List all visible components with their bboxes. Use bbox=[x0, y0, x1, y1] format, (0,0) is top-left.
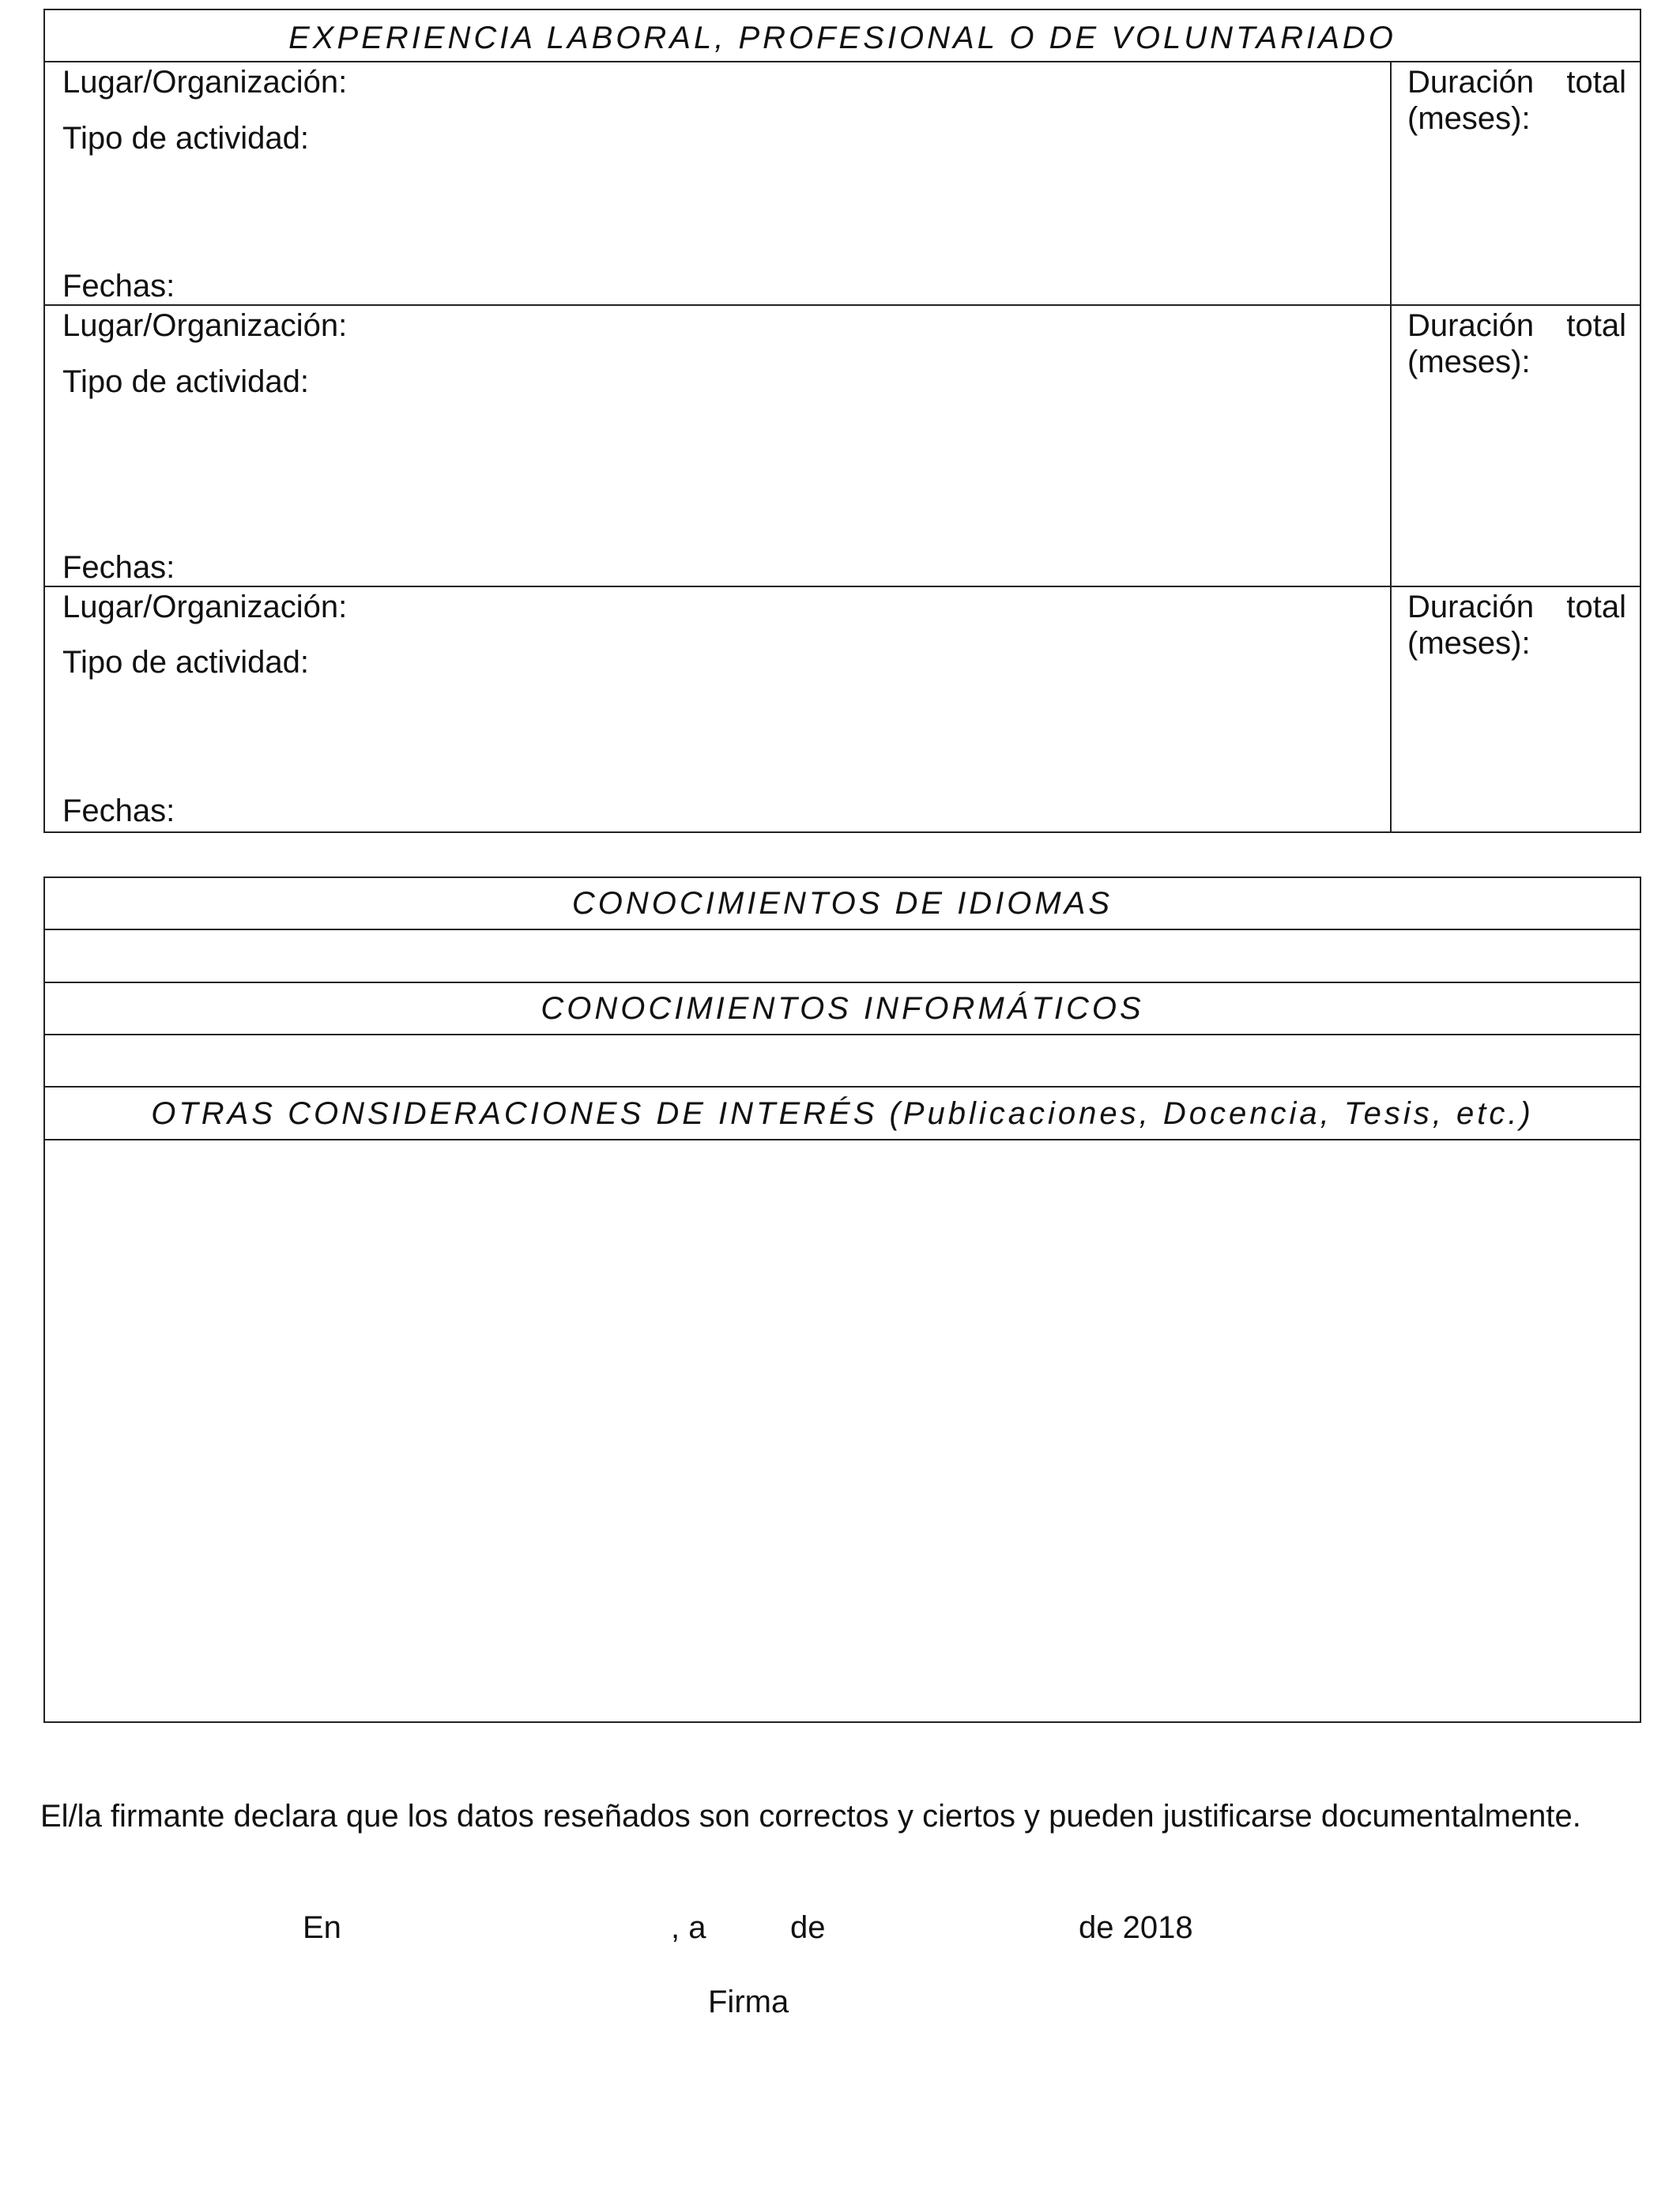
skills-divider bbox=[43, 1139, 1641, 1140]
activity-label: Tipo de actividad: bbox=[62, 645, 310, 680]
skills-divider bbox=[43, 1034, 1641, 1035]
duration-word: total bbox=[1566, 65, 1626, 100]
duration-word: total bbox=[1566, 590, 1626, 624]
duration-word: total bbox=[1566, 308, 1626, 343]
experience-header-divider bbox=[43, 61, 1641, 62]
day-prefix: , a bbox=[671, 1910, 706, 1945]
duration-word: Duración bbox=[1407, 590, 1535, 624]
duration-units: (meses): bbox=[1407, 101, 1531, 136]
activity-label: Tipo de actividad: bbox=[62, 364, 310, 399]
duration-units: (meses): bbox=[1407, 345, 1531, 379]
skills-divider bbox=[43, 982, 1641, 983]
place-label: Lugar/Organización: bbox=[62, 308, 348, 343]
duration-label bbox=[1407, 589, 1626, 662]
duration-units: (meses): bbox=[1407, 626, 1531, 661]
skills-divider bbox=[43, 929, 1641, 930]
place-label: Lugar/Organización: bbox=[62, 65, 348, 100]
year-text: de 2018 bbox=[1079, 1910, 1193, 1945]
declaration-text: El/la firmante declara que los datos reseñados son correctos y ciertos y pueden justificarse documentalmente. bbox=[40, 1799, 1581, 1834]
month-prefix: de bbox=[790, 1910, 826, 1945]
duration-label bbox=[1407, 64, 1626, 137]
experience-header: EXPERIENCIA LABORAL, PROFESIONAL O DE VOLUNTARIADO bbox=[288, 21, 1396, 55]
dates-label: Fechas: bbox=[62, 794, 175, 828]
other-considerations-header: OTRAS CONSIDERACIONES DE INTERÉS (Publicaciones, Docencia, Tesis, etc.) bbox=[151, 1096, 1534, 1131]
skills-divider bbox=[43, 1086, 1641, 1088]
duration-word: Duración bbox=[1407, 65, 1535, 100]
dates-label: Fechas: bbox=[62, 269, 175, 303]
dates-label: Fechas: bbox=[62, 550, 175, 585]
signature-label: Firma bbox=[708, 1985, 789, 2019]
languages-header: CONOCIMIENTOS DE IDIOMAS bbox=[571, 886, 1113, 921]
place-label: Lugar/Organización: bbox=[62, 590, 348, 624]
duration-word: Duración bbox=[1407, 308, 1535, 343]
duration-label bbox=[1407, 307, 1626, 380]
experience-column-divider bbox=[1390, 61, 1392, 833]
place-prefix: En bbox=[303, 1910, 341, 1945]
experience-row-divider bbox=[43, 586, 1641, 587]
experience-row-divider bbox=[43, 304, 1641, 306]
computing-header: CONOCIMIENTOS INFORMÁTICOS bbox=[541, 991, 1144, 1026]
activity-label: Tipo de actividad: bbox=[62, 121, 310, 156]
